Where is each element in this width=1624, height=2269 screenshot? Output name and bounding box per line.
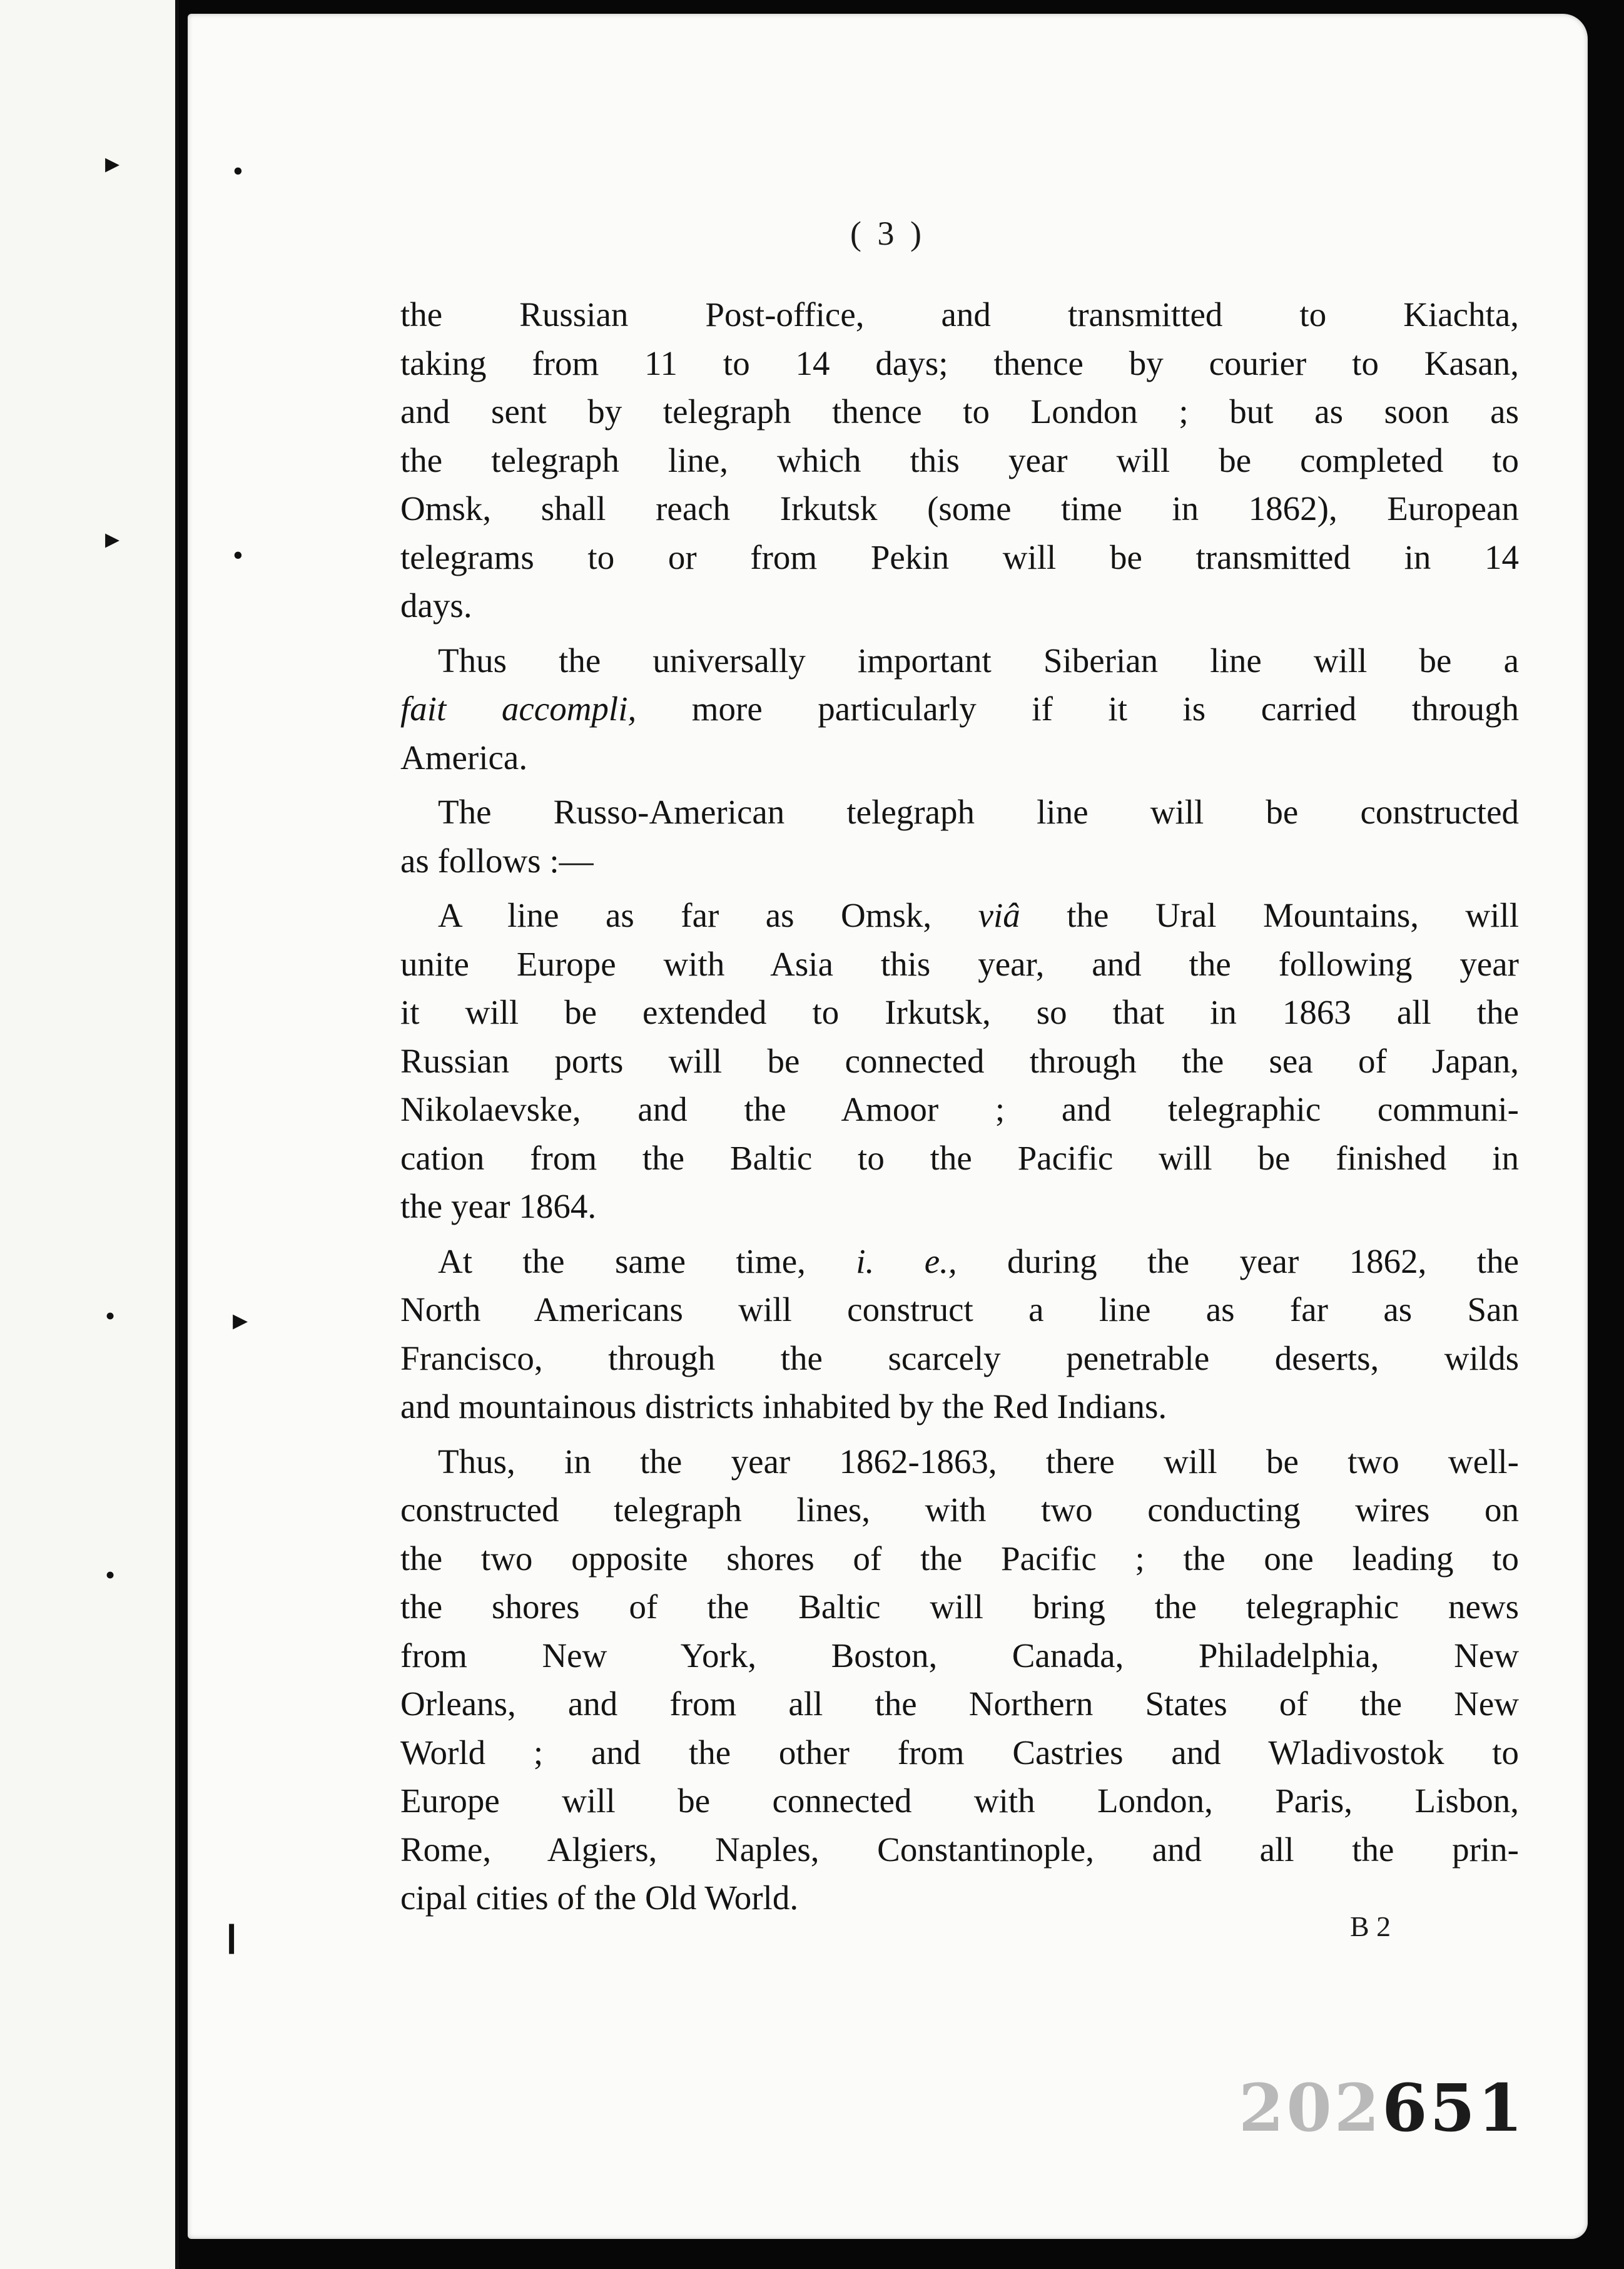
text-line: the shores of the Baltic will bring the telegraphic news [400,1588,1519,1626]
text-fragment: more particularly if it is carried through [636,690,1519,728]
shelfmark-clear-digits: 651 [1382,2069,1526,2146]
margin-mark: • [105,1300,116,1332]
text-line: and mountainous districts inhabited by the Red Indians. [400,1387,1167,1425]
text-line: the two opposite shores of the Pacific ; the one leading to [400,1539,1519,1578]
body-text [400,290,1519,1929]
text-line: America. [400,738,528,777]
margin-mark: ▸ [233,1303,248,1337]
text-line: from New York, Boston, Canada, Philadelphia, New [400,1636,1519,1675]
paragraph [400,1437,1519,1922]
margin-mark: ❙ [219,1920,245,1954]
text-fragment: the Ural Mountains, will [1020,896,1519,934]
margin-mark: • [105,1559,116,1591]
text-line: Europe will be connected with London, Paris, Lisbon, [400,1782,1519,1820]
text-line: Francisco, through the scarcely penetrable deserts, wilds [400,1338,1519,1377]
text-line: North Americans will construct a line as far as San [400,1290,1519,1328]
text-line: Omsk, shall reach Irkutsk (some time in 1862), European [400,489,1519,528]
text-line: telegrams to or from Pekin will be transmitted in 14 [400,538,1519,576]
margin-mark: ▸ [105,523,120,554]
text-line: constructed telegraph lines, with two conducting wires on [400,1491,1519,1529]
text-line [400,1237,1519,1286]
text-line: the year 1864. [400,1187,597,1225]
text-line: Nikolaevske, and the Amoor ; and telegraphic communi- [400,1090,1519,1128]
margin-mark: ▸ [105,147,120,179]
margin-mark: • [233,155,243,188]
text-line: taking from 11 to 14 days; thence by courier to Kasan, [400,344,1519,382]
text-line: the telegraph line, which this year will be completed to [400,441,1519,479]
page-number: ( 3 ) [850,215,925,252]
text-fragment: At the same time, [438,1242,856,1280]
text-line: Thus, in the year 1862-1863, there will be two well- [438,1442,1519,1481]
text-line: World ; and the other from Castries and Wladivostok to [400,1733,1519,1772]
text-line: cipal cities of the Old World. [400,1879,799,1917]
shelfmark-number [1239,2069,1525,2146]
text-line [400,685,1519,733]
paragraph [400,290,1519,630]
paragraph [400,891,1519,1231]
text-line: days. [400,586,472,625]
italic-phrase: viâ [978,896,1020,934]
text-line: Rome, Algiers, Naples, Constantinople, and all the prin- [400,1830,1519,1869]
text-line: as follows :— [400,841,594,880]
text-line: and sent by telegraph thence to London ; but as soon as [400,392,1519,431]
text-fragment: A line as far as Omsk, [438,896,978,934]
margin-mark: • [233,539,243,572]
text-line: unite Europe with Asia this year, and the following year [400,944,1519,983]
book-page [188,14,1588,2239]
text-line: Orleans, and from all the Northern States of the New [400,1685,1519,1723]
paragraph [400,636,1519,782]
paragraph [400,1237,1519,1431]
text-line: Thus the universally important Siberian line will be a [438,641,1519,680]
text-fragment: during the year 1862, the [957,1242,1519,1280]
previous-leaf-edge [0,0,179,2269]
text-line: The Russo-American telegraph line will be constructed [438,793,1519,831]
text-line: the Russian Post-office, and transmitted to Kiachta, [400,295,1519,334]
shelfmark-faded-digits: 202 [1239,2069,1383,2146]
paragraph [400,788,1519,885]
italic-phrase: i. e., [856,1242,957,1280]
text-line [400,891,1519,940]
italic-phrase: fait accompli, [400,690,637,728]
text-line: Russian ports will be connected through the sea of Japan, [400,1041,1519,1080]
text-line: it will be extended to Irkutsk, so that in 1863 all the [400,993,1519,1031]
signature-mark: B 2 [1350,1910,1391,1942]
text-line: cation from the Baltic to the Pacific will be finished in [400,1138,1519,1177]
